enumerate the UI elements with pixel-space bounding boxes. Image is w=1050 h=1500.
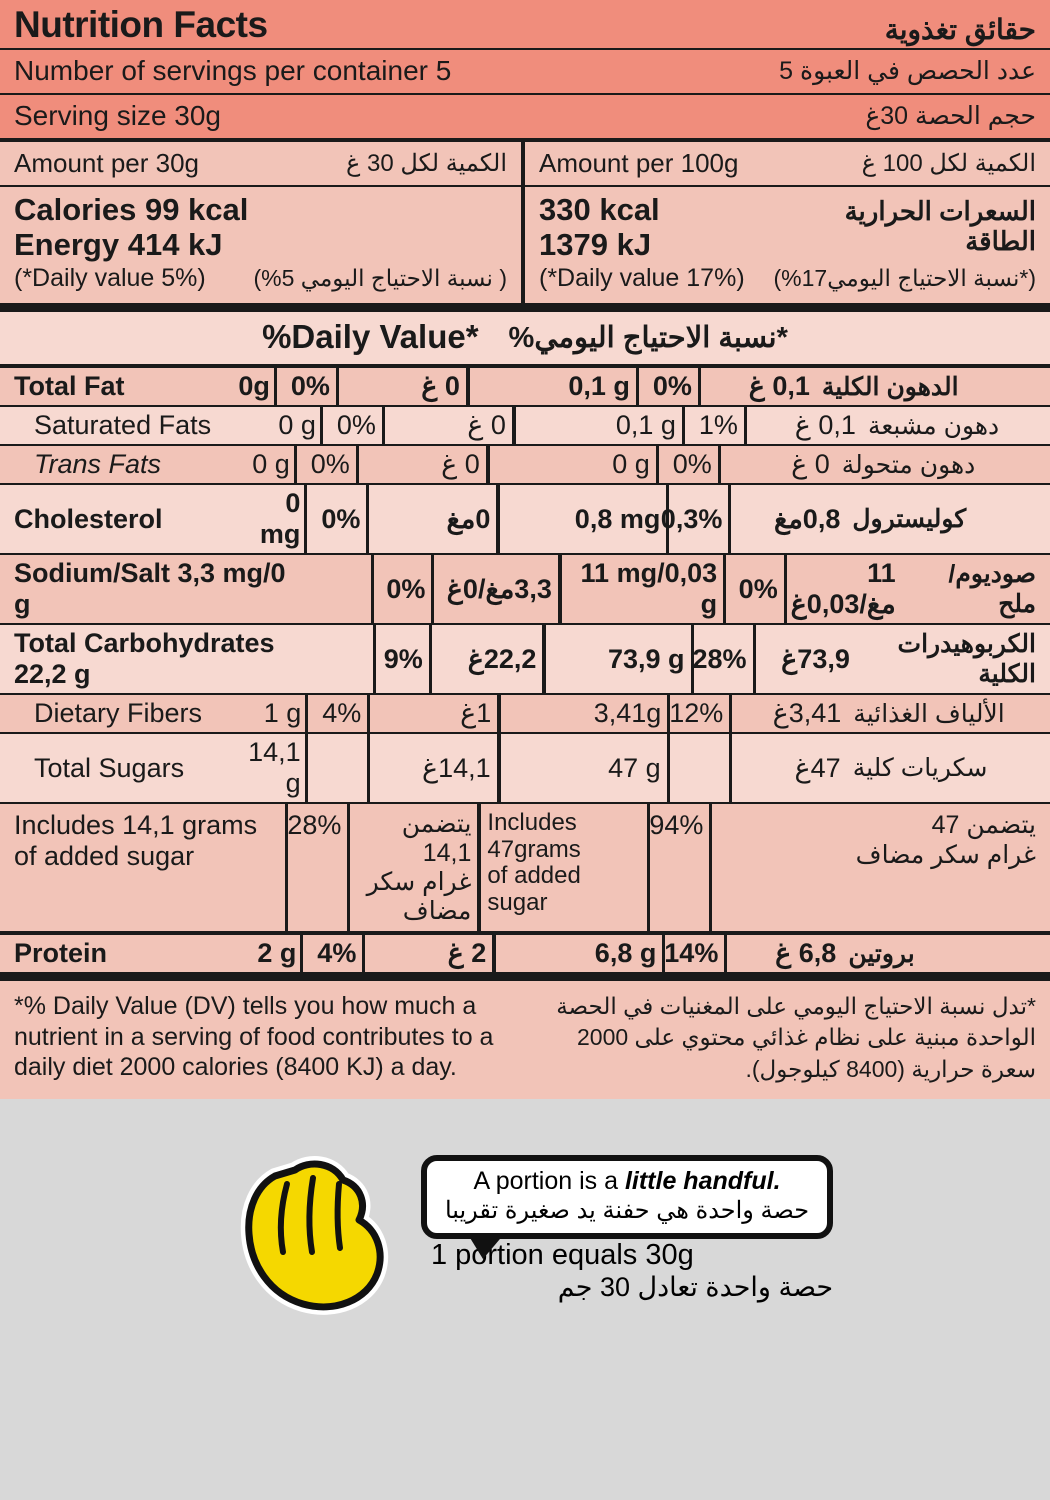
calories-serving-cell [0,187,525,303]
nutrient-label-arabic: دهون متحولة [841,450,976,479]
added-sugar-serving-arabic [347,804,477,931]
header-title-row [0,0,1050,50]
amount-per-100g-label: Amount per 100g [539,148,739,178]
added-sugar-100g-arabic [827,804,1050,931]
nutrient-serving-value-arabic: 22,2غ [429,625,543,693]
nutrient-100g-pct: 0,3% [666,485,728,553]
calories-row [0,187,1050,312]
nutrient-100g-value: 0,8 mg [496,485,666,553]
nutrient-label-arabic: دهون مشبعة [867,411,1000,440]
serving-size-label: Serving size 30g [14,100,222,131]
nutrient-row [0,446,1050,485]
amount-per-serving-label-arabic: الكمية لكل 30 غ [346,150,507,177]
nutrient-100g-pct: 0% [723,555,784,623]
amount-per-100g-label-arabic: الكمية لكل 100 غ [861,150,1036,177]
nutrient-serving-value: 0 g [252,449,290,480]
nutrient-label: Trans Fats [34,449,162,480]
nutrient-label-arabic: الدهون الكلية [821,372,959,401]
added-sugar-100g-ar-line2: غرام سكر مضاف [855,841,1037,870]
nutrient-serving-value: 1 g [263,698,302,729]
nutrient-100g-value: 0,1 g [512,407,682,444]
nutrient-serving-value-arabic: 1غ [367,695,497,732]
nutrient-100g-pct [667,734,729,802]
added-sugar-ar-line2: غرام سكر مضاف [366,867,472,925]
added-sugar-100g-pct: 94% [647,804,709,931]
nutrient-table [0,368,1050,804]
nutrient-label: Total Sugars [34,752,185,783]
nutrient-row [0,734,1050,804]
nutrient-100g-value: 11 mg/0,03 g [558,555,723,623]
added-sugar-100g-line1: Includes 47grams [487,809,581,863]
nutrient-100g-value-arabic: 11 مغ/0,03غ [784,555,902,623]
nutrient-serving-value-arabic: 3,3مغ/0غ [431,555,557,623]
nutrient-label-arabic: الكربوهيدرات الكلية [897,630,1036,689]
nutrient-100g-pct: 1% [682,407,744,444]
protein-100g-pct: 14% [662,935,724,972]
energy-label-arabic: الطاقة [965,225,1036,256]
amount-per-serving-cell [0,142,525,185]
added-sugar-100g-ar-line1: يتضمن 47 [931,811,1037,840]
nutrient-label-arabic: سكريات كلية [852,754,988,783]
page-title-arabic: حقائق تغذوية [884,14,1036,45]
nutrient-serving-pct: 0% [304,485,366,553]
protein-row [0,935,1050,981]
nutrient-100g-pct: 0% [656,446,718,483]
nutrient-row [0,695,1050,734]
calories-100g-dv: (*Daily value 17%) [539,264,745,293]
added-sugar-row [0,804,1050,935]
serving-size-label-arabic: حجم الحصة 30غ [865,102,1036,130]
serving-size-row [0,95,1050,142]
nutrient-serving-value [307,555,371,623]
protein-serving-value-arabic: 2 غ [362,935,492,972]
nutrient-100g-value-arabic: 0,1 غ [744,407,862,444]
daily-value-label: %Daily Value* [262,318,479,356]
nutrient-100g-pct: 12% [667,695,729,732]
portion-tooltip-text-en: A portion is a little handful. [473,1166,781,1195]
portion-equals-ar: حصة واحدة تعادل 30 جم [557,1271,834,1302]
nutrient-serving-pct: 0% [371,555,432,623]
portion-equals-en: 1 portion equals 30g [430,1238,694,1271]
nutrient-serving-pct: 0% [320,407,382,444]
calories-100g-dv-arabic: (*نسبة الاحتياج اليومي17%) [773,265,1036,292]
calories-100g-value: 330 kcal [539,192,660,227]
nutrient-serving-pct: 0% [294,446,356,483]
nutrient-serving-value: 0 g [278,410,316,441]
nutrient-label: Sodium/Salt 3,3 mg/0 g [14,558,286,620]
energy-serving-value: Energy 414 kJ [14,226,223,262]
footnote-text-arabic: *تدل نسبة الاحتياج اليومي على المغنيات في الحصة الواحدة مبنية على نظام غذائي محتوي على 2000 سعرة حرارية (8400 كيلوجول). [556,993,1036,1082]
nutrient-100g-value: 3,41g [497,695,667,732]
calories-serving-dv-arabic: ( نسبة الاحتياج اليومي 5%) [253,265,507,292]
portion-section [0,1099,1050,1359]
nutrient-row [0,625,1050,695]
nutrient-100g-value: 0,1 g [466,368,636,405]
nutrient-label: Total Fat [14,371,125,402]
amount-per-row [0,142,1050,187]
added-sugar-blank-cell [709,804,827,931]
protein-label: Protein [14,938,108,969]
added-sugar-ar-line1: يتضمن 14,1 [401,810,472,868]
nutrient-serving-value-arabic: 0 غ [356,446,486,483]
nutrient-serving-value-arabic: 0 غ [382,407,512,444]
page-title: Nutrition Facts [14,4,268,45]
protein-100g-value-arabic: 6,8 غ [724,935,842,972]
nutrient-serving-value-arabic: 14,1غ [367,734,497,802]
added-sugar-serving-pct: 28% [285,804,347,931]
nutrient-label-arabic: الألياف الغذائية [853,699,1005,728]
nutrient-label-arabic: كوليسترول [852,505,967,534]
servings-row [0,50,1050,95]
calories-serving-value: Calories 99 kcal [14,192,249,227]
nutrient-100g-value-arabic: 3,41غ [729,695,847,732]
nutrient-row [0,485,1050,555]
portion-tooltip [421,1155,833,1239]
nutrient-100g-value-arabic: 0,8مغ [728,485,846,553]
added-sugar-100g-line2: of added sugar [487,862,581,916]
nutrient-100g-value: 73,9 g [542,625,690,693]
nutrient-100g-pct: 0% [636,368,698,405]
nutrient-serving-value: 0 mg [259,488,301,550]
nutrient-100g-pct: 28% [691,625,753,693]
calories-100g-cell [525,187,1050,303]
nutrient-row [0,407,1050,446]
nutrient-100g-value-arabic: 0 غ [718,446,836,483]
energy-100g-value: 1379 kJ [539,226,652,262]
nutrient-serving-value: 0g [238,371,270,402]
nutrient-row [0,555,1050,625]
nutrient-label: Dietary Fibers [34,698,203,729]
nutrient-100g-value: 0 g [486,446,656,483]
nutrient-serving-value: 14,1 g [248,737,301,799]
amount-per-serving-label: Amount per 30g [14,148,200,178]
nutrient-label: Total Carbohydrates 22,2 g [14,628,275,690]
protein-label-arabic: بروتين [848,939,915,968]
daily-value-label-arabic: *نسبة الاحتياج اليومي% [508,321,788,354]
nutrient-serving-pct: 9% [373,625,428,693]
portion-tooltip-text-ar: حصة واحدة هي حفنة يد صغيرة تقريبا [444,1196,810,1224]
nutrient-serving-pct: 0% [274,368,336,405]
nutrient-100g-value-arabic: 47غ [729,734,847,802]
nutrient-serving-pct: 4% [305,695,367,732]
hand-icon [217,1134,417,1324]
added-sugar-line2: of added sugar [14,840,195,871]
nutrient-serving-value-arabic: 0مغ [366,485,496,553]
nutrient-label: Cholesterol [14,503,163,534]
protein-serving-pct: 4% [300,935,362,972]
added-sugar-line1: Includes 14,1 grams [14,810,258,841]
amount-per-100g-cell [525,142,1050,185]
calories-serving-dv: (*Daily value 5%) [14,264,206,293]
daily-value-banner [0,312,1050,368]
nutrient-label-arabic: صوديوم/ ملح [948,560,1036,619]
footnote-row [0,981,1050,1098]
nutrient-serving-value [316,625,374,693]
nutrient-serving-value-arabic: 0 غ [336,368,466,405]
nutrient-100g-value-arabic: 73,9غ [753,625,856,693]
nutrient-label: Saturated Fats [34,410,212,441]
nutrient-row [0,368,1050,407]
servings-label-arabic: عدد الحصص في العبوة 5 [779,57,1036,85]
nutrient-100g-value: 47 g [497,734,667,802]
added-sugar-100g-label [477,804,647,931]
added-sugar-label [0,804,285,931]
footnote-text: *% Daily Value (DV) tells you how much a nutrient in a serving of food contributes to a daily diet 2000 calories (8400 KJ) a day. [14,992,494,1082]
nutrient-100g-value-arabic: 0,1 غ [698,368,816,405]
servings-label: Number of servings per container 5 [14,55,452,86]
nutrient-serving-pct [305,734,367,802]
protein-100g-value: 6,8 g [492,935,662,972]
protein-serving-value: 2 g [257,938,297,969]
calories-label-arabic: السعرات الحرارية [844,196,1036,226]
